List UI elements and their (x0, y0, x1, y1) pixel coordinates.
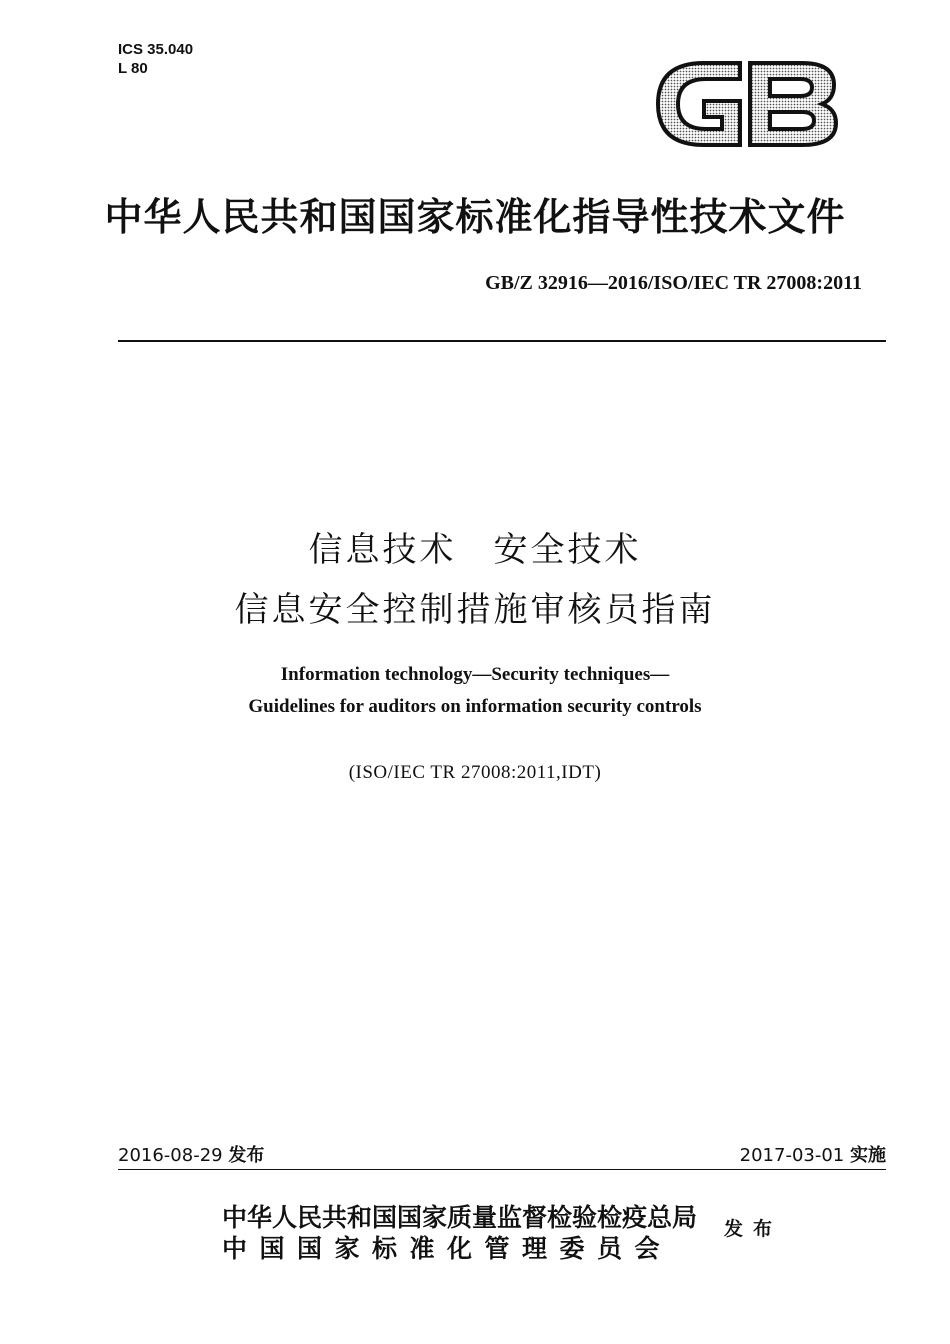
standard-code: GB/Z 32916—2016/ISO/IEC TR 27008:2011 (485, 272, 862, 294)
organization-title: 中华人民共和国国家标准化指导性技术文件 (104, 195, 846, 239)
issue-date-label: 发布 (228, 1145, 265, 1166)
footer-divider (118, 1169, 886, 1170)
title-zh-line1: 信息技术 安全技术 (308, 530, 642, 570)
issue-date-block (118, 1141, 264, 1167)
gb-logo-icon (652, 55, 842, 153)
implement-date: 2017-03-01 (739, 1145, 845, 1166)
issuer-line1: 中华人民共和国国家质量监督检验检疫总局 (222, 1203, 698, 1232)
ccs-code: L 80 (118, 60, 148, 77)
title-en-line1: Information technology—Security techniques— (280, 664, 670, 685)
title-zh-line2: 信息安全控制措施审核员指南 (234, 590, 716, 630)
issue-date: 2016-08-29 (118, 1145, 223, 1166)
implement-date-label: 实施 (850, 1145, 886, 1166)
classification-codes (118, 40, 193, 78)
title-en-line2: Guidelines for auditors on information security controls (248, 696, 702, 717)
issuer-line2: 中国国家标准化管理委员会 (222, 1234, 673, 1263)
equivalence-note: (ISO/IEC TR 27008:2011,IDT) (348, 762, 602, 783)
implement-date-block (740, 1141, 886, 1167)
issuer-label: 发布 (724, 1218, 783, 1240)
ics-code: ICS 35.040 (118, 41, 194, 58)
header-divider (118, 340, 886, 342)
